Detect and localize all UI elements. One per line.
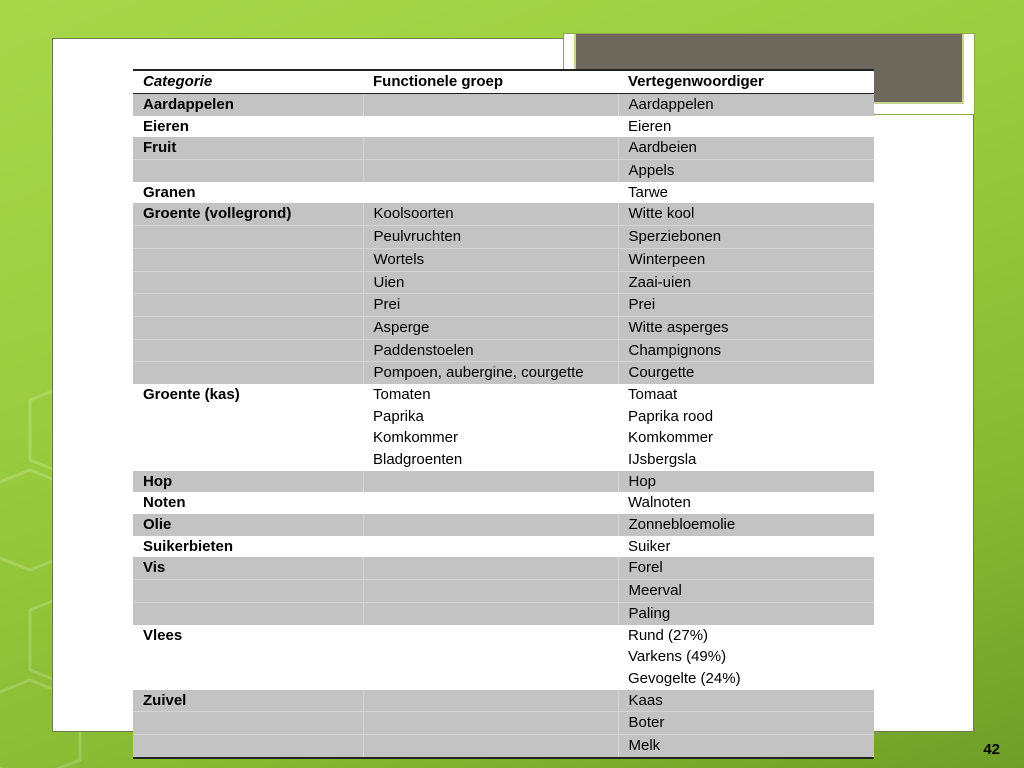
table-row [133, 449, 874, 471]
cell-vertegenwoordiger: Meerval [618, 580, 874, 603]
cell-categorie [133, 316, 363, 339]
cell-categorie: Hop [133, 471, 363, 493]
cell-functionele-groep: Asperge [363, 316, 618, 339]
cell-categorie [133, 449, 363, 471]
table-row [133, 471, 874, 493]
cell-functionele-groep [363, 557, 618, 579]
cell-functionele-groep [363, 514, 618, 536]
cell-categorie [133, 406, 363, 428]
table-row [133, 226, 874, 249]
cell-vertegenwoordiger: Paprika rood [628, 407, 714, 425]
cell-functionele-groep [363, 116, 618, 138]
cell-vertegenwoordiger: Zonnebloemolie [618, 514, 874, 536]
cell-functionele-groep [363, 536, 618, 558]
cell-vertegenwoordiger: Witte kool [618, 203, 874, 225]
cell-functionele-groep [363, 646, 618, 668]
cell-vertegenwoordiger: Witte asperges [618, 316, 874, 339]
table-row [133, 94, 874, 116]
cell-vertegenwoordiger: Sperziebonen [618, 226, 874, 249]
table-row [133, 406, 874, 428]
table-row [133, 116, 874, 138]
cell-functionele-groep [363, 471, 618, 493]
cell-functionele-groep [363, 712, 618, 735]
cell-vertegenwoordiger: Prei [618, 294, 874, 317]
cell-categorie [133, 427, 363, 449]
table-body [133, 94, 874, 758]
table-row [133, 536, 874, 558]
cell-categorie [133, 271, 363, 294]
table-row [133, 339, 874, 362]
cell-vertegenwoordiger: Hop [618, 471, 874, 493]
cell-vertegenwoordiger: Tarwe [628, 183, 669, 201]
table-row [133, 625, 874, 647]
cell-categorie [133, 602, 363, 624]
cell-functionele-groep: Pompoen, aubergine, courgette [363, 362, 618, 384]
cell-functionele-groep [363, 580, 618, 603]
table-row [133, 294, 874, 317]
cell-vertegenwoordiger: Gevogelte (24%) [628, 669, 741, 687]
cell-vertegenwoordiger: Paling [618, 602, 874, 624]
food-category-table [133, 69, 874, 759]
table-row [133, 734, 874, 757]
cell-vertegenwoordiger: Varkens (49%) [628, 648, 727, 666]
cell-vertegenwoordiger: Komkommer [628, 429, 714, 447]
cell-functionele-groep: Komkommer [373, 429, 459, 447]
table-header-row [133, 70, 874, 94]
table-row [133, 316, 874, 339]
cell-categorie [133, 248, 363, 271]
cell-functionele-groep: Paddenstoelen [363, 339, 618, 362]
cell-categorie: Vis [133, 557, 363, 579]
cell-functionele-groep: Tomaten [373, 385, 431, 403]
table-row [133, 668, 874, 690]
header-vertegenwoordiger: Vertegenwoordiger [618, 70, 874, 94]
cell-functionele-groep [363, 137, 618, 159]
table-row [133, 580, 874, 603]
cell-functionele-groep [363, 668, 618, 690]
cell-categorie [133, 580, 363, 603]
table-row [133, 384, 874, 406]
cell-vertegenwoordiger: Eieren [628, 117, 672, 135]
cell-categorie: Fruit [133, 137, 363, 159]
cell-categorie: Noten [143, 494, 186, 512]
header-categorie: Categorie [133, 70, 363, 94]
cell-categorie [133, 734, 363, 757]
table-row [133, 514, 874, 536]
cell-functionele-groep [363, 734, 618, 757]
cell-categorie: Groente (kas) [143, 385, 240, 403]
table-row [133, 248, 874, 271]
cell-functionele-groep [363, 625, 618, 647]
cell-categorie [133, 339, 363, 362]
table-row [133, 271, 874, 294]
cell-functionele-groep [363, 602, 618, 624]
cell-categorie [133, 160, 363, 182]
table-row [133, 492, 874, 514]
cell-categorie [133, 294, 363, 317]
table-row [133, 690, 874, 712]
cell-functionele-groep: Wortels [363, 248, 618, 271]
cell-functionele-groep: Uien [363, 271, 618, 294]
cell-functionele-groep: Koolsoorten [363, 203, 618, 225]
cell-vertegenwoordiger: Appels [618, 160, 874, 182]
cell-categorie: Olie [133, 514, 363, 536]
table-row [133, 203, 874, 225]
table-row [133, 182, 874, 204]
table-row [133, 646, 874, 668]
cell-vertegenwoordiger: Aardbeien [618, 137, 874, 159]
cell-categorie [133, 226, 363, 249]
cell-functionele-groep: Bladgroenten [373, 451, 463, 468]
cell-functionele-groep: Paprika [373, 407, 424, 425]
cell-categorie: Vlees [143, 626, 183, 644]
cell-vertegenwoordiger: Champignons [618, 339, 874, 362]
cell-vertegenwoordiger: Boter [618, 712, 874, 735]
cell-categorie: Suikerbieten [143, 537, 234, 555]
cell-functionele-groep [363, 690, 618, 712]
cell-functionele-groep [363, 160, 618, 182]
table-row [133, 557, 874, 579]
cell-functionele-groep: Peulvruchten [363, 226, 618, 249]
cell-categorie: Granen [143, 183, 196, 201]
cell-functionele-groep [363, 94, 618, 116]
cell-vertegenwoordiger: Melk [618, 734, 874, 757]
cell-categorie: Zuivel [133, 690, 363, 712]
cell-vertegenwoordiger: Tomaat [628, 385, 678, 403]
cell-categorie: Eieren [143, 117, 189, 135]
cell-categorie [133, 362, 363, 384]
cell-vertegenwoordiger: Rund (27%) [628, 626, 709, 644]
cell-vertegenwoordiger: Aardappelen [618, 94, 874, 116]
cell-vertegenwoordiger: Kaas [618, 690, 874, 712]
cell-categorie [133, 712, 363, 735]
header-functionele-groep: Functionele groep [363, 70, 618, 94]
table-row [133, 712, 874, 735]
page-number: 42 [983, 741, 1000, 758]
cell-categorie: Aardappelen [133, 94, 363, 116]
cell-vertegenwoordiger: Walnoten [628, 494, 691, 512]
cell-vertegenwoordiger: Winterpeen [618, 248, 874, 271]
cell-vertegenwoordiger: Zaai-uien [618, 271, 874, 294]
table-row [133, 602, 874, 624]
table-row [133, 362, 874, 384]
cell-categorie: Groente (vollegrond) [133, 203, 363, 225]
cell-functionele-groep [363, 182, 618, 204]
cell-functionele-groep: Prei [363, 294, 618, 317]
table-row [133, 137, 874, 159]
cell-vertegenwoordiger: Forel [618, 557, 874, 579]
cell-vertegenwoordiger: Courgette [618, 362, 874, 384]
cell-vertegenwoordiger: IJsbergsla [628, 451, 697, 468]
cell-categorie [133, 668, 363, 690]
cell-functionele-groep [363, 492, 618, 514]
table-row [133, 427, 874, 449]
table-row [133, 160, 874, 182]
cell-categorie [133, 646, 363, 668]
cell-vertegenwoordiger: Suiker [628, 537, 671, 555]
